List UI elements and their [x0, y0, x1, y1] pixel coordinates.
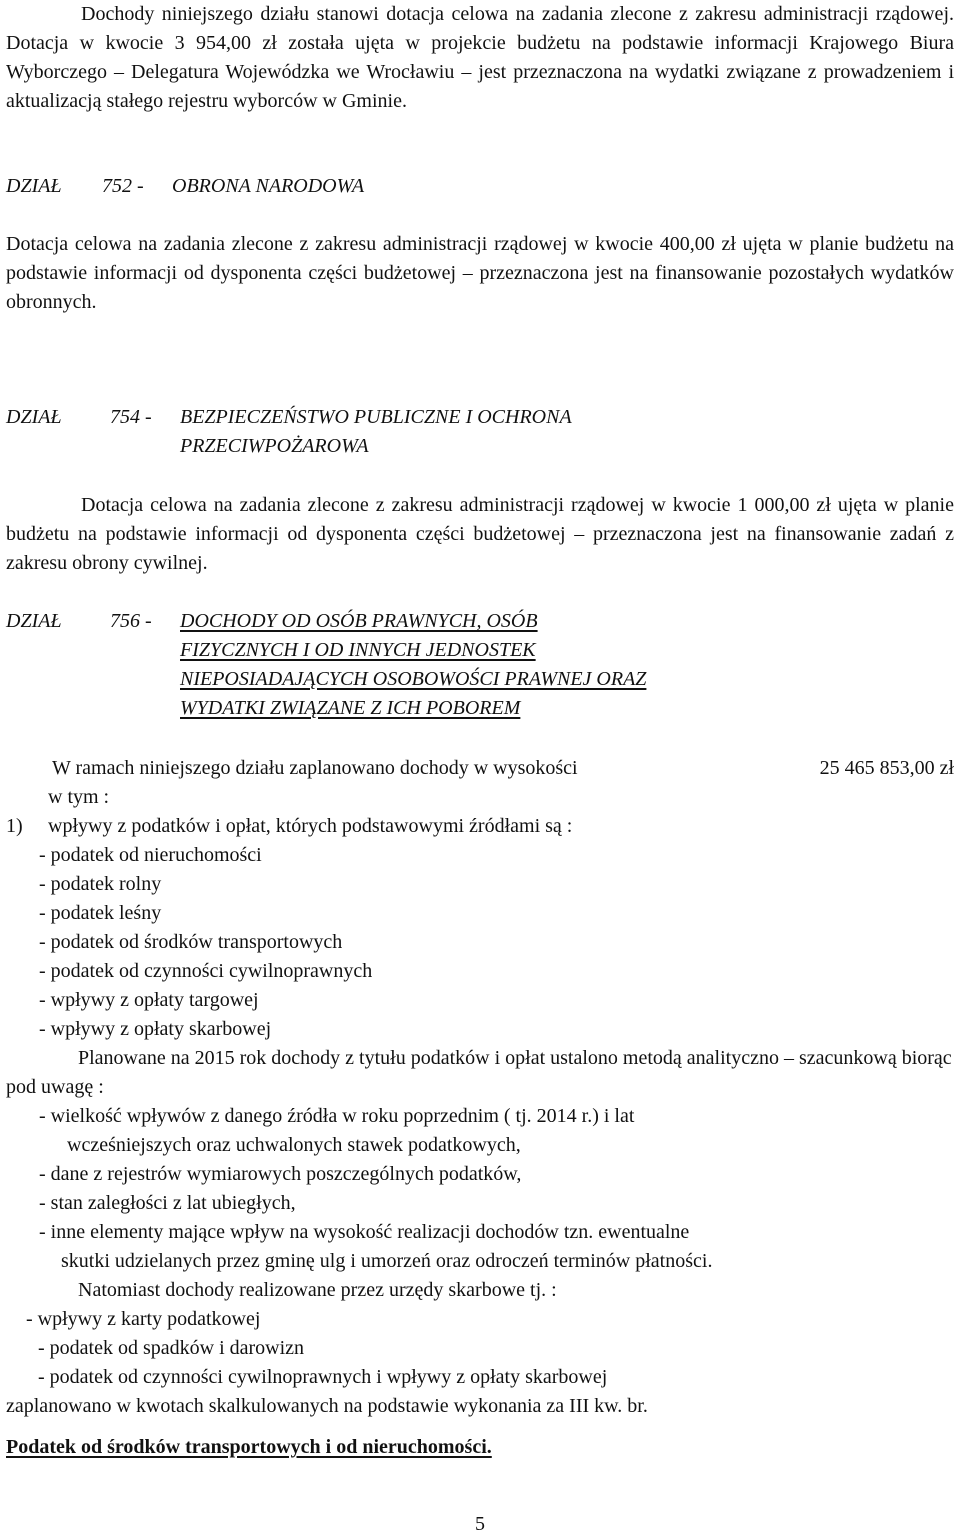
page-number: 5	[475, 1513, 485, 1535]
list-item: - podatek rolny	[39, 873, 162, 895]
section-title-line: BEZPIECZEŃSTWO PUBLICZNE I OCHRONA	[180, 406, 572, 428]
section-title	[180, 403, 954, 461]
section-number: 752 -	[102, 175, 144, 197]
planned-income-row	[6, 754, 954, 783]
section-754-heading	[6, 403, 954, 461]
list-item-continuation: wcześniejszych oraz uchwalonych stawek podatkowych,	[67, 1134, 521, 1156]
section-label: DZIAŁ	[6, 406, 62, 428]
section-756-heading	[6, 607, 954, 723]
tax-office-closing: zaplanowano w kwotach skalkulowanych na podstawie wykonania za III kw. br.	[6, 1395, 648, 1417]
planned-income-amount: 25 465 853,00 zł	[819, 757, 954, 779]
section-title-line: DOCHODY OD OSÓB PRAWNYCH, OSÓB	[180, 610, 538, 632]
tax-list	[39, 841, 372, 1044]
list-item: - inne elementy mające wpływ na wysokość realizacji dochodów tzn. ewentualne	[39, 1221, 690, 1243]
list-item: - podatek od spadków i darowizn	[38, 1337, 305, 1359]
list-item: - podatek od nieruchomości	[39, 844, 262, 866]
section-label: DZIAŁ	[6, 610, 62, 632]
item-1	[6, 812, 954, 841]
intro-paragraph: Dochody niniejszego działu stanowi dotacja celowa na zadania zlecone z zakresu administracji rządowej. Dotacja w kwocie 3 954,00 zł została ujęta w projekcie budżetu na podstawie informacji Krajowego Biura Wyborczego – Delegatura Wojewódzka we Wrocławiu – jest przeznaczona na wydatki związane z prowadzeniem i aktualizacją stałego rejestru wyborców w Gminie.	[6, 3, 954, 112]
list-item: - wpływy z opłaty skarbowej	[39, 1018, 272, 1040]
section-title-line: NIEPOSIADAJĄCYCH OSOBOWOŚCI PRAWNEJ ORAZ	[180, 668, 647, 690]
section-title-line: FIZYCZNYCH I OD INNYCH JEDNOSTEK	[180, 639, 536, 661]
list-item: - wpływy z opłaty targowej	[39, 989, 259, 1011]
section-752-heading	[6, 172, 954, 201]
section-754-paragraph: Dotacja celowa na zadania zlecone z zakresu administracji rządowej w kwocie 1 000,00 zł ujęta w planie budżetu na podstawie informacji od dysponenta części budżetowej – przeznaczona jest na finansowanie zadań z zakresu obrony cywilnej.	[6, 494, 954, 574]
section-title-line: PRZECIWPOŻAROWA	[180, 435, 369, 457]
section-number: 754 -	[110, 406, 152, 428]
item-number: 1)	[6, 815, 23, 837]
section-title: OBRONA NARODOWA	[172, 175, 365, 197]
planned-income-text: W ramach niniejszego działu zaplanowano dochody w wysokości	[52, 757, 578, 779]
list-item: - podatek od środków transportowych	[39, 931, 343, 953]
list-item: - podatek leśny	[39, 902, 162, 924]
section-title	[180, 607, 954, 723]
section-title-line: WYDATKI ZWIĄZANE Z ICH POBOREM	[180, 697, 521, 719]
tax-office-list	[26, 1305, 607, 1392]
list-item-continuation: skutki udzielanych przez gminę ulg i umorzeń oraz odroczeń terminów płatności.	[61, 1250, 713, 1272]
tax-office-intro: Natomiast dochody realizowane przez urzędy skarbowe tj. :	[78, 1279, 557, 1301]
list-item: - wielkość wpływów z danego źródła w roku poprzednim ( tj. 2014 r.) i lat	[39, 1105, 635, 1127]
list-item: - stan zaległości z lat ubiegłych,	[39, 1192, 296, 1214]
list-item: - podatek od czynności cywilnoprawnych i wpływy z opłaty skarbowej	[38, 1366, 608, 1388]
section-label: DZIAŁ	[6, 175, 62, 197]
list-item: - wpływy z karty podatkowej	[26, 1308, 261, 1330]
list-item: - dane z rejestrów wymiarowych poszczególnych podatków,	[39, 1163, 522, 1185]
list-item: - podatek od czynności cywilnoprawnych	[39, 960, 373, 982]
method-paragraph: Planowane na 2015 rok dochody z tytułu podatków i opłat ustalono metodą analityczno – szacunkową biorąc pod uwagę :	[6, 1047, 952, 1098]
section-number: 756 -	[110, 610, 152, 632]
section-752-paragraph: Dotacja celowa na zadania zlecone z zakresu administracji rządowej w kwocie 400,00 zł ujęta w planie budżetu na podstawie informacji od dysponenta części budżetowej – przeznaczona jest na finansowanie pozostałych wydatków obronnych.	[6, 233, 954, 313]
subheading: Podatek od środków transportowych i od nieruchomości.	[6, 1436, 492, 1458]
item-text: wpływy z podatków i opłat, których podstawowymi źródłami są :	[48, 815, 573, 837]
method-list	[39, 1102, 954, 1276]
w-tym-label: w tym :	[48, 786, 110, 808]
